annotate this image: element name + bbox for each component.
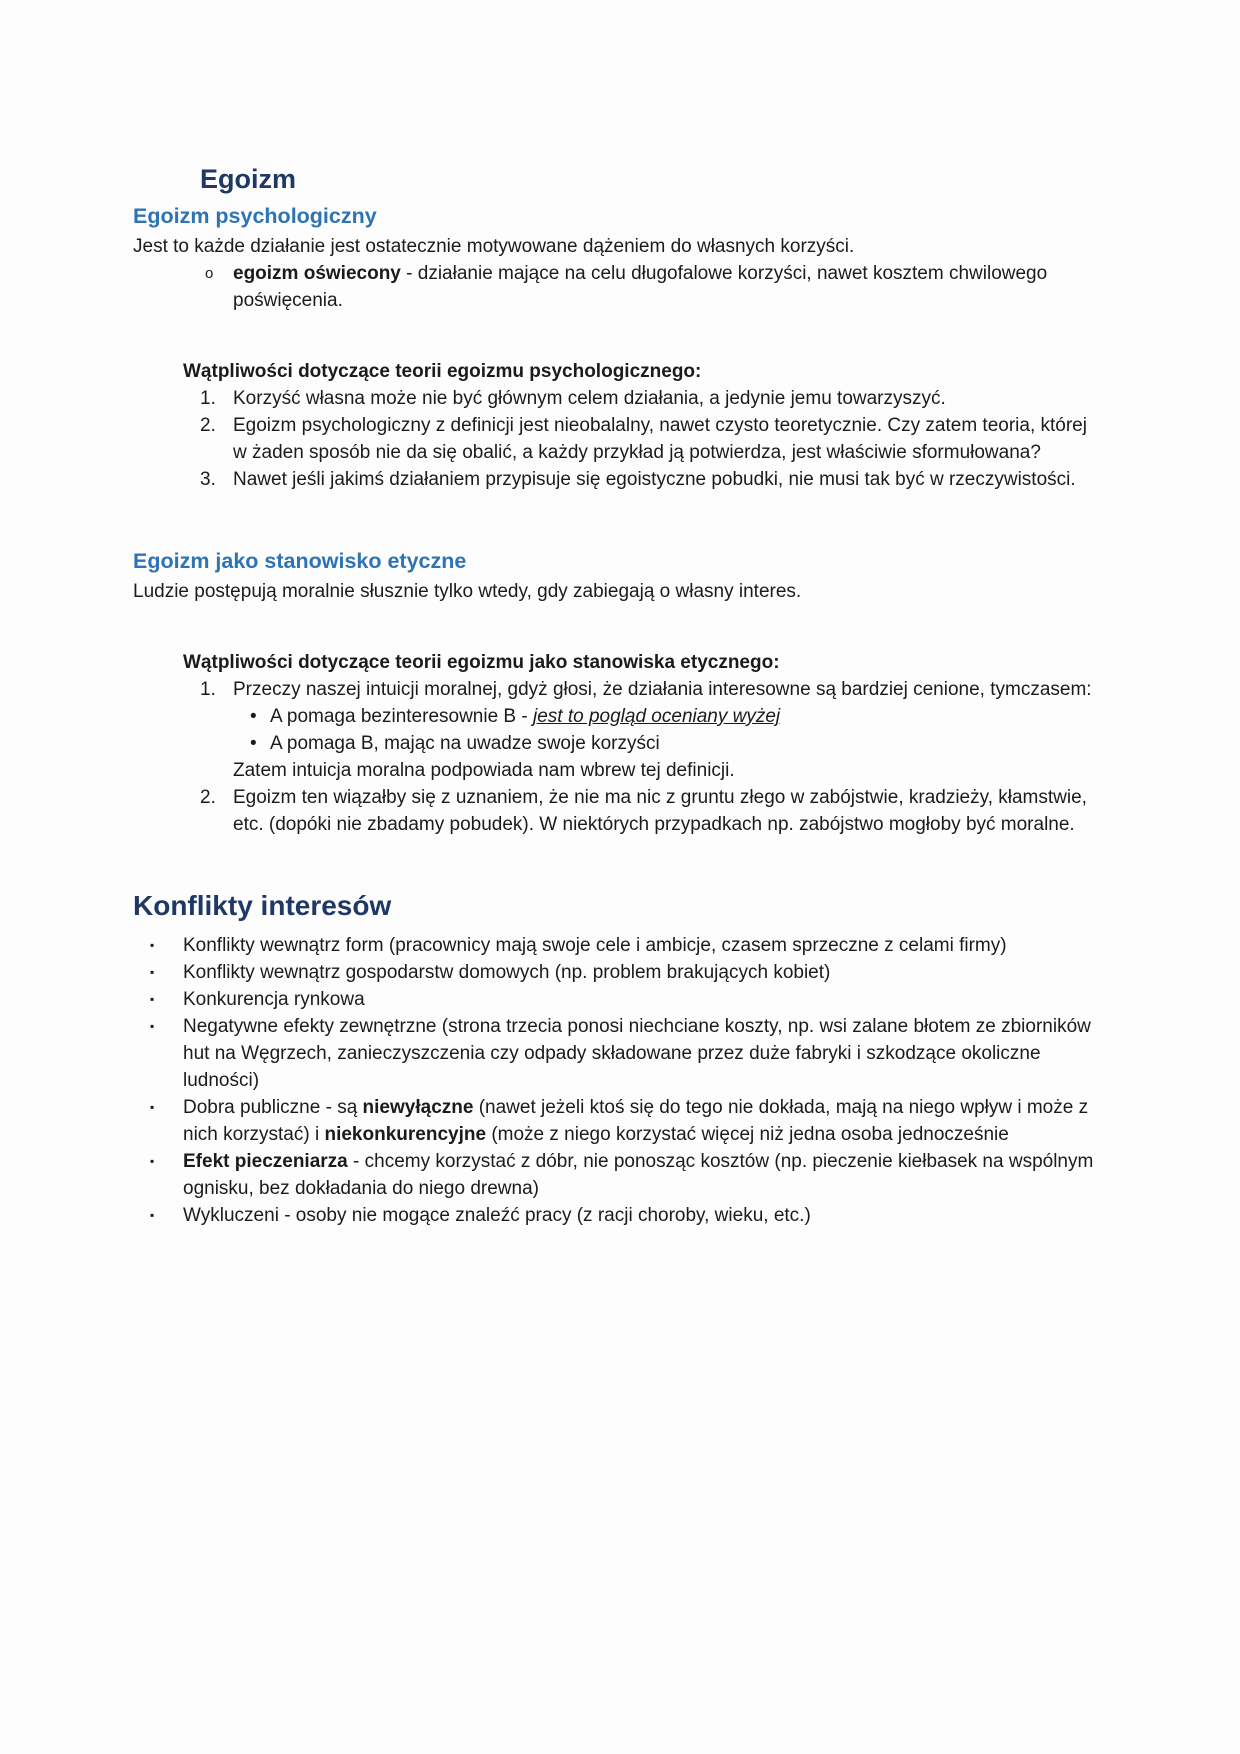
list-item-text [183, 1148, 1105, 1202]
text-segment: (może z niego korzystać więcej niż jedna osoba jednocześnie [486, 1124, 1009, 1145]
text-segment: Negatywne efekty zewnętrzne (strona trzecia ponosi niechciane koszty, np. wsi zalane błotem ze zbiorników hut na Węgrzech, zanieczyszczenia czy odpady składowane przez duże fabryki i szkodzące okoliczne ludności) [183, 1016, 1091, 1091]
section-heading-egoizm-psychologiczny: Egoizm psychologiczny [133, 204, 377, 228]
list-item-body [233, 676, 1105, 784]
doubts-heading-etyczny: Wątpliwości dotyczące teorii egoizmu jako stanowiska etycznego: [183, 652, 780, 673]
text-segment: niewyłączne [362, 1097, 474, 1118]
list-number: 1. [200, 679, 216, 700]
list-item [150, 1094, 1105, 1148]
list-number: 2. [200, 787, 216, 808]
text-segment: Wykluczeni - osoby nie mogące znaleźć pracy (z racji choroby, wieku, etc.) [183, 1205, 811, 1226]
list-item [200, 784, 1105, 838]
text-segment: Egoizm psychologiczny z definicji jest nieobalalny, nawet czysto teoretycznie. Czy zatem teoria, której w żaden sposób nie da się obalić, a każdy przykład ją potwierdza, jest właściwie sformułowana? [233, 415, 1087, 463]
list-item-text [233, 412, 1105, 466]
list-item [200, 385, 1105, 412]
text-segment: jest to pogląd oceniany wyżej [533, 706, 781, 727]
text-segment: Efekt pieczeniarza [183, 1151, 348, 1172]
section-intro-paragraph: Jest to każde działanie jest ostatecznie motywowane dążeniem do własnych korzyści. [133, 236, 855, 257]
bullet-marker: ▪ [150, 938, 155, 952]
list-item-text [233, 385, 1105, 412]
text-segment: Dobra publiczne - są [183, 1097, 363, 1118]
numbered-list-etyczny [200, 676, 1105, 838]
bullet-marker: ▪ [150, 965, 155, 979]
section-egoizm-etyczny [133, 547, 1105, 838]
bullet-marker: ▪ [150, 1019, 155, 1033]
section-heading-egoizm-etyczny: Egoizm jako stanowisko etyczne [133, 549, 467, 573]
bullet-marker: o [205, 265, 214, 282]
list-item [150, 986, 1105, 1013]
document-title: Egoizm [200, 164, 297, 194]
list-item [250, 730, 1105, 757]
list-number: 3. [200, 469, 216, 490]
text-segment: - chcemy korzystać z dóbr, nie ponosząc kosztów (np. pieczenie kiełbasek na wspólnym ognisku, bez dokładania do niego drewna) [183, 1151, 1094, 1199]
text-segment: - działanie mające na celu długofalowe korzyści, nawet kosztem chwilowego poświęcenia. [233, 263, 1048, 311]
bullet-marker: ▪ [150, 1208, 155, 1222]
text-segment: Nawet jeśli jakimś działaniem przypisuje się egoistyczne pobudki, nie musi tak być w rzeczywistości. [233, 469, 1076, 490]
list-item [200, 412, 1105, 466]
text-segment: (nawet jeżeli ktoś się do tego nie dokłada, mają na niego wpływ i może z nich korzystać) i [183, 1097, 1089, 1145]
list-item-text: Zatem intuicja moralna podpowiada nam wbrew tej definicji. [233, 760, 735, 781]
list-item-text [183, 1013, 1105, 1094]
bullet-marker: ▪ [150, 992, 155, 1006]
numbered-list-psychologiczny [200, 385, 1105, 493]
list-item [205, 260, 1105, 314]
text-segment: Korzyść własna może nie być głównym celem działania, a jedynie jemu towarzyszyć. [233, 388, 946, 409]
list-item [150, 1148, 1105, 1202]
list-number: 2. [200, 415, 216, 436]
list-item-text [233, 260, 1105, 314]
list-item-text [183, 959, 1105, 986]
list-item-text [270, 703, 1105, 730]
text-segment: A pomaga bezinteresownie B - [270, 706, 533, 727]
text-segment: A pomaga B, mając na uwadze swoje korzyści [270, 733, 660, 754]
text-segment: Konkurencja rynkowa [183, 989, 365, 1010]
list-item-text [183, 1202, 1105, 1229]
bullet-marker: • [250, 706, 257, 727]
bullet-marker: ▪ [150, 1154, 155, 1168]
list-item [150, 1202, 1105, 1229]
section-konflikty-interesow [133, 888, 1105, 1229]
section-egoizm-psychologiczny [133, 202, 1105, 493]
list-item-text [270, 730, 1105, 757]
list-item [150, 1013, 1105, 1094]
text-segment: egoizm oświecony [233, 263, 401, 284]
text-segment: niekonkurencyjne [324, 1124, 487, 1145]
nested-bullet-list [250, 703, 1105, 757]
doubts-heading-psychologiczny: Wątpliwości dotyczące teorii egoizmu psychologicznego: [183, 361, 702, 382]
sub-bullet-list [205, 260, 1105, 314]
list-item-text [183, 986, 1105, 1013]
list-item [150, 932, 1105, 959]
bullet-marker: • [250, 733, 257, 754]
list-item [250, 703, 1105, 730]
section-heading-konflikty-interesow: Konflikty interesów [133, 890, 392, 921]
text-segment: Konflikty wewnątrz form (pracownicy mają swoje cele i ambicje, czasem sprzeczne z celami firmy) [183, 935, 1007, 956]
list-item [200, 466, 1105, 493]
list-item-body [233, 784, 1105, 838]
list-item-text: Przeczy naszej intuicji moralnej, gdyż głosi, że działania interesowne są bardziej cenione, tymczasem: [233, 679, 1092, 700]
list-number: 1. [200, 388, 216, 409]
list-item [200, 676, 1105, 784]
text-segment: Konflikty wewnątrz gospodarstw domowych (np. problem brakujących kobiet) [183, 962, 831, 983]
list-item [150, 959, 1105, 986]
bullet-marker: ▪ [150, 1100, 155, 1114]
list-item-text [233, 466, 1105, 493]
bullet-list-konflikty [150, 932, 1105, 1229]
section-intro-paragraph: Ludzie postępują moralnie słusznie tylko wtedy, gdy zabiegają o własny interes. [133, 581, 802, 602]
list-item-text [183, 932, 1105, 959]
list-item-text: Egoizm ten wiązałby się z uznaniem, że nie ma nic z gruntu złego w zabójstwie, kradzieży, kłamstwie, etc. (dopóki nie zbadamy pobudek). W niektórych przypadkach np. zabójstwo mogłoby być moralne. [233, 787, 1087, 835]
list-item-text [183, 1094, 1105, 1148]
